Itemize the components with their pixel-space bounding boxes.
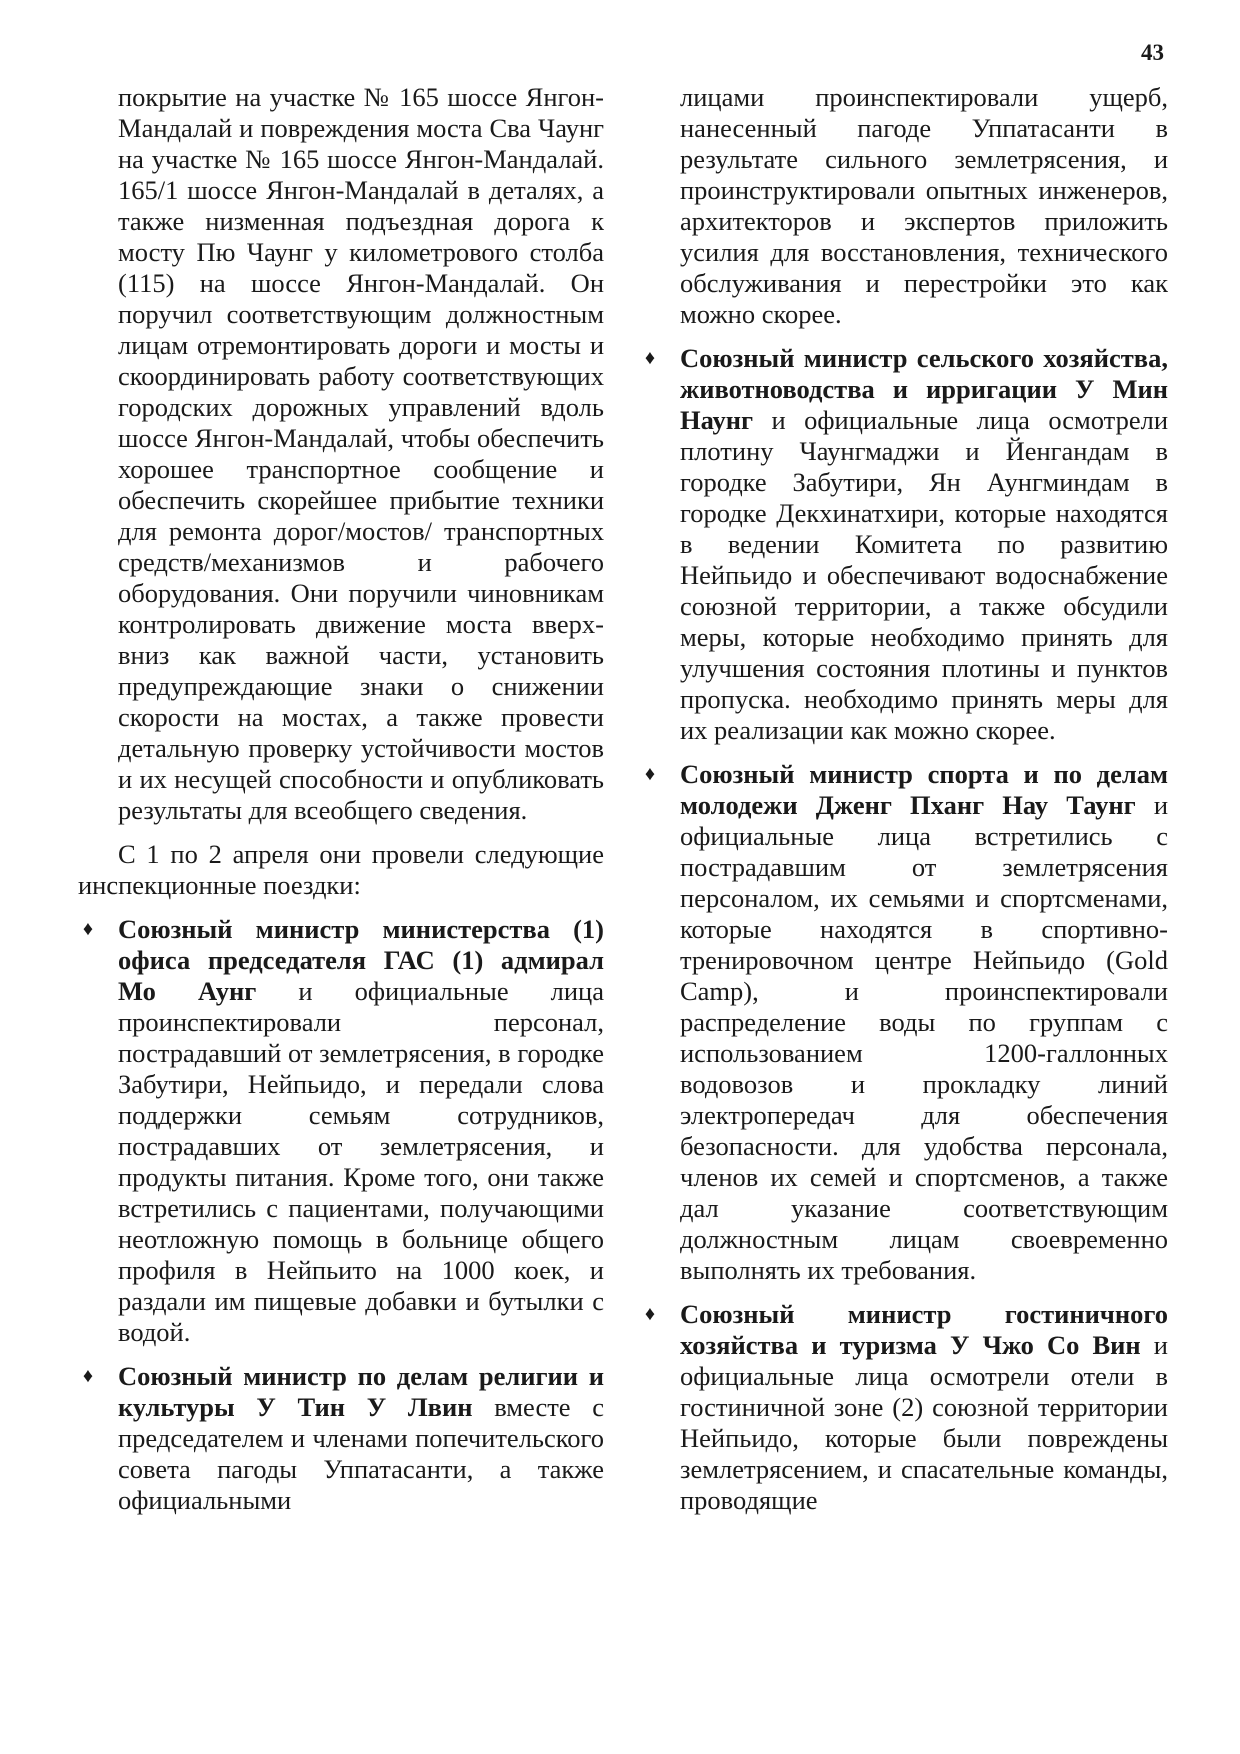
diamond-bullet-icon: ♦ (82, 918, 94, 940)
left-paragraph-intro: С 1 по 2 апреля они провели следующие инспекционные поездки: (78, 839, 604, 900)
bullet-item-jeng-phang (640, 759, 1168, 1286)
bullet-text: и официальные лица встретились с пострадавшим от землетрясения персоналом, их семьями и спортсменами, которые находятся в спортивно-тренировочном центре Нейпьидо (Gold Camp), и проинспектировали распределение воды по группам с использованием 1200-галлонных водовозов и прокладку линий электропередач для обеспечения безопасности. для удобства персонала, членов их семей и спортсменов, а также дал указание соответствующим должностным лицам своевременно выполнять их требования. (680, 790, 1169, 1285)
bullet-heading: Союзный министр спорта и по делам молодежи Дженг Пханг Нау Таунг (680, 759, 1168, 820)
bullet-heading: Союзный министр министерства (1) офиса председателя ГАС (1) адмирал Мо Аунг (118, 914, 604, 1006)
bullet-text: и официальные лица осмотрели отели в гостиничной зоне (2) союзной территории Нейпьидо, которые были повреждены землетрясением, и спасательные команды, проводящие (680, 1330, 1168, 1515)
diamond-bullet-icon: ♦ (644, 763, 656, 785)
diamond-bullet-icon: ♦ (82, 1365, 94, 1387)
bullet-item-tin-u-lwin (78, 1361, 604, 1516)
bullet-text: и официальные лица осмотрели плотину Чаунгмаджи и Йенгандам в городке Забутири, Ян Аунгминдам в городке Декхинатхири, которые находятся в ведении Комитета по развитию Нейпьидо и обеспечивают водоснабжение союзной территории, а также обсудили меры, которые необходимо принять для улучшения состояния плотины и пунктов пропуска. необходимо принять меры для их реализации как можно скорее. (680, 405, 1168, 745)
bullet-heading: Союзный министр гостиничного хозяйства и туризма У Чжо Со Вин (680, 1299, 1168, 1360)
bullet-text: и официальные лица проинспектировали персонал, пострадавший от землетрясения, в городке Забутири, Нейпьидо, и передали слова поддержки семьям сотрудников, пострадавших от землетрясения, и продукты питания. Кроме того, они также встретились с пациентами, получающими неотложную помощь в больнице общего профиля в Нейпьито на 1000 коек, и раздали им пищевые добавки и бутылки с водой. (118, 976, 604, 1347)
left-paragraph-continuation: покрытие на участке № 165 шоссе Янгон-Мандалай и повреждения моста Сва Чаунг на участке № 165 шоссе Янгон-Мандалай. 165/1 шоссе Янгон-Мандалай в деталях, а также низменная подъездная дорога к мосту Пю Чаунг у километрового столба (115) на шоссе Янгон-Мандалай. Он поручил соответствующим должностным лицам отремонтировать дороги и мосты и скоординировать работу соответствующих городских дорожных управлений вдоль шоссе Янгон-Мандалай, чтобы обеспечить хорошее транспортное сообщение и обеспечить скорейшее прибытие техники для ремонта дорог/мостов/ транспортных средств/механизмов и рабочего оборудования. Они поручили чиновникам контролировать движение моста вверх-вниз как важной части, установить предупреждающие знаки о снижении скорости на мостах, а также провести детальную проверку устойчивости мостов и их несущей способности и опубликовать результаты для всеобщего сведения. (118, 82, 604, 825)
bullet-item-kyaw-soe-win (640, 1299, 1168, 1516)
diamond-bullet-icon: ♦ (644, 1303, 656, 1325)
bullet-item-min-naung (640, 343, 1168, 746)
left-column (78, 82, 604, 1529)
bullet-item-mo-aung (78, 914, 604, 1348)
diamond-bullet-icon: ♦ (644, 347, 656, 369)
right-paragraph-continuation: лицами проинспектировали ущерб, нанесенный пагоде Уппатасанти в результате сильного землетрясения, и проинструктировали опытных инженеров, архитекторов и экспертов приложить усилия для восстановления, технического обслуживания и перестройки это как можно скорее. (680, 82, 1168, 329)
bullet-text: вместе с председателем и членами попечительского совета пагоды Уппатасанти, а также официальными (118, 1392, 604, 1515)
page-number: 43 (1141, 40, 1164, 65)
bullet-heading: Союзный министр по делам религии и культуры У Тин У Лвин (118, 1361, 604, 1422)
right-column (640, 82, 1168, 1529)
bullet-heading: Союзный министр сельского хозяйства, животноводства и ирригации У Мин Наунг (680, 343, 1168, 435)
